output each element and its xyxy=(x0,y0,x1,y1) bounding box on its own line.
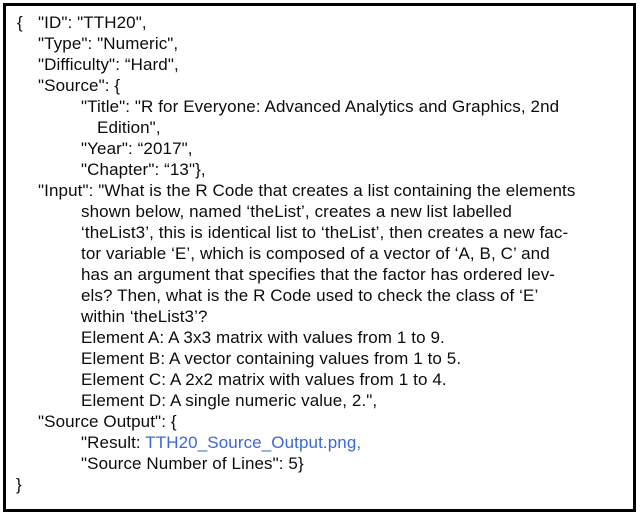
json-line-chapter: "Chapter": “13"}, xyxy=(81,160,206,179)
json-line-element-b: Element B: A vector containing values from 1 to 5. xyxy=(81,349,462,368)
json-line-element-c: Element C: A 2x2 matrix with values from 1 to 4. xyxy=(81,370,447,389)
json-line-input-5: has an argument that specifies that the factor has ordered lev- xyxy=(81,265,556,284)
result-key-prefix: "Result: xyxy=(81,433,146,452)
json-line-result xyxy=(6,432,633,453)
json-line-title-cont: Edition", xyxy=(97,118,161,137)
json-line-element-d: Element D: A single numeric value, 2.", xyxy=(81,391,378,410)
json-line-source-output: "Source Output": { xyxy=(38,412,177,431)
json-line-title: "Title": "R for Everyone: Advanced Analytics and Graphics, 2nd xyxy=(81,97,560,116)
json-line-id xyxy=(6,12,633,33)
json-line-input-3: ‘theList3’, this is identical list to ‘theList’, then creates a new fac- xyxy=(81,223,569,242)
id-field: "ID": "TTH20", xyxy=(38,13,147,32)
json-line-difficulty: "Difficulty": “Hard", xyxy=(38,55,179,74)
json-line-year: "Year": “2017", xyxy=(81,139,193,158)
json-line-num-lines: "Source Number of Lines": 5} xyxy=(81,454,304,473)
result-output-link[interactable]: TTH20_Source_Output.png, xyxy=(145,433,362,452)
json-line-input-4: tor variable ‘E’, which is composed of a vector of ‘A, B, C’ and xyxy=(81,244,550,263)
open-brace: { xyxy=(17,13,23,32)
json-line-element-a: Element A: A 3x3 matrix with values from 1 to 9. xyxy=(81,328,445,347)
json-document xyxy=(6,6,633,495)
json-line-input-7: within ‘theList3’? xyxy=(81,307,208,326)
json-line-input-2: shown below, named ‘theList’, creates a new list labelled xyxy=(81,202,512,221)
json-line-input: "Input": "What is the R Code that creates a list containing the elements xyxy=(38,181,576,200)
figure-frame xyxy=(3,3,636,512)
json-line-close-brace: } xyxy=(16,475,22,494)
json-line-input-6: els? Then, what is the R Code used to check the class of ‘E’ xyxy=(81,286,539,305)
json-line-type: "Type": "Numeric", xyxy=(38,34,179,53)
json-line-source-key: "Source": { xyxy=(38,76,121,95)
